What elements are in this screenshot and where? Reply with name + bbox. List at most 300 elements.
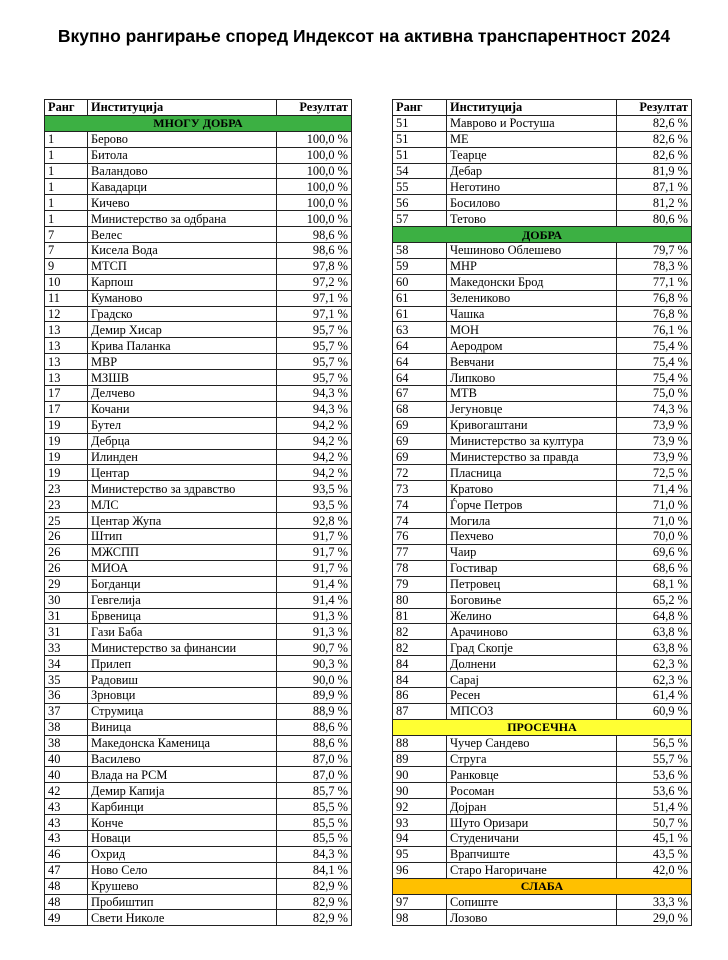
institution-cell: Богданци — [88, 576, 277, 592]
institution-cell: МНР — [447, 258, 617, 274]
result-cell: 91,4 % — [277, 592, 352, 608]
result-cell: 94,2 % — [277, 465, 352, 481]
rank-cell: 7 — [45, 243, 88, 259]
table-row — [393, 894, 692, 910]
result-cell: 81,2 % — [617, 195, 692, 211]
rank-cell: 84 — [393, 672, 447, 688]
category-label: МНОГУ ДОБРА — [45, 115, 352, 131]
result-cell: 94,2 % — [277, 417, 352, 433]
table-row — [393, 687, 692, 703]
table-row — [45, 258, 352, 274]
institution-cell: МВР — [88, 354, 277, 370]
table-row — [393, 767, 692, 783]
table-row — [393, 497, 692, 513]
rank-cell: 92 — [393, 799, 447, 815]
result-cell: 100,0 % — [277, 195, 352, 211]
institution-cell: Делчево — [88, 386, 277, 402]
institution-cell: Кавадарци — [88, 179, 277, 195]
table-row — [393, 131, 692, 147]
result-cell: 70,0 % — [617, 529, 692, 545]
table-row — [393, 306, 692, 322]
rank-cell: 23 — [45, 481, 88, 497]
result-cell: 73,9 % — [617, 449, 692, 465]
table-row — [393, 322, 692, 338]
rank-cell: 34 — [45, 656, 88, 672]
table-row — [393, 846, 692, 862]
result-cell: 91,4 % — [277, 576, 352, 592]
table-row — [45, 767, 352, 783]
institution-cell: МТВ — [447, 386, 617, 402]
rank-cell: 86 — [393, 687, 447, 703]
table-row — [45, 703, 352, 719]
table-row — [393, 672, 692, 688]
table-row — [45, 449, 352, 465]
result-cell: 79,7 % — [617, 243, 692, 259]
table-row — [393, 195, 692, 211]
rank-cell: 58 — [393, 243, 447, 259]
table-row — [393, 560, 692, 576]
rank-cell: 11 — [45, 290, 88, 306]
rank-cell: 73 — [393, 481, 447, 497]
institution-cell: Кочани — [88, 401, 277, 417]
institution-cell: Шуто Оризари — [447, 815, 617, 831]
institution-cell: Министерство за здравство — [88, 481, 277, 497]
table-row — [45, 370, 352, 386]
result-cell: 69,6 % — [617, 544, 692, 560]
rank-cell: 95 — [393, 846, 447, 862]
rank-cell: 26 — [45, 544, 88, 560]
institution-cell: МОН — [447, 322, 617, 338]
rank-cell: 82 — [393, 624, 447, 640]
rank-cell: 1 — [45, 131, 88, 147]
result-cell: 91,7 % — [277, 529, 352, 545]
institution-cell: Лозово — [447, 910, 617, 926]
institution-cell: Аеродром — [447, 338, 617, 354]
institution-cell: Куманово — [88, 290, 277, 306]
institution-cell: МИОА — [88, 560, 277, 576]
institution-cell: Конче — [88, 815, 277, 831]
result-cell: 42,0 % — [617, 862, 692, 878]
table-row — [393, 529, 692, 545]
institution-cell: Студеничани — [447, 830, 617, 846]
rank-cell: 17 — [45, 386, 88, 402]
institution-cell: Македонски Брод — [447, 274, 617, 290]
institution-cell: Чашка — [447, 306, 617, 322]
result-cell: 65,2 % — [617, 592, 692, 608]
table-row — [45, 735, 352, 751]
institution-cell: Кисела Вода — [88, 243, 277, 259]
result-cell: 91,3 % — [277, 608, 352, 624]
table-row — [45, 513, 352, 529]
institution-cell: Бутел — [88, 417, 277, 433]
table-row — [45, 783, 352, 799]
institution-cell: Врапчиште — [447, 846, 617, 862]
result-cell: 68,6 % — [617, 560, 692, 576]
ranking-table-right — [392, 99, 692, 926]
result-cell: 80,6 % — [617, 211, 692, 227]
table-row — [393, 862, 692, 878]
result-cell: 76,8 % — [617, 306, 692, 322]
table-row — [393, 703, 692, 719]
rank-cell: 82 — [393, 640, 447, 656]
table-row — [45, 640, 352, 656]
rank-cell: 1 — [45, 147, 88, 163]
table-row — [45, 354, 352, 370]
rank-cell: 72 — [393, 465, 447, 481]
table-row — [45, 322, 352, 338]
institution-cell: Министерство за финансии — [88, 640, 277, 656]
rank-cell: 35 — [45, 672, 88, 688]
institution-cell: Министерство за култура — [447, 433, 617, 449]
rank-cell: 59 — [393, 258, 447, 274]
result-cell: 74,3 % — [617, 401, 692, 417]
category-label: ПРОСЕЧНА — [393, 719, 692, 735]
institution-cell: Демир Хисар — [88, 322, 277, 338]
institution-cell: Кичево — [88, 195, 277, 211]
result-cell: 94,3 % — [277, 401, 352, 417]
institution-cell: Босилово — [447, 195, 617, 211]
institution-cell: Струга — [447, 751, 617, 767]
table-row — [393, 815, 692, 831]
rank-cell: 33 — [45, 640, 88, 656]
rank-cell: 37 — [45, 703, 88, 719]
institution-cell: Ѓорче Петров — [447, 497, 617, 513]
table-row — [393, 592, 692, 608]
rank-cell: 12 — [45, 306, 88, 322]
institution-cell: МЖСПП — [88, 544, 277, 560]
header-rank: Ранг — [393, 100, 447, 116]
result-cell: 82,9 % — [277, 910, 352, 926]
rank-cell: 97 — [393, 894, 447, 910]
result-cell: 97,1 % — [277, 306, 352, 322]
category-row — [393, 878, 692, 894]
institution-cell: Боговиње — [447, 592, 617, 608]
institution-cell: МТСП — [88, 258, 277, 274]
table-row — [393, 354, 692, 370]
rank-cell: 64 — [393, 338, 447, 354]
table-row — [45, 719, 352, 735]
rank-cell: 19 — [45, 465, 88, 481]
institution-cell: Липково — [447, 370, 617, 386]
result-cell: 53,6 % — [617, 783, 692, 799]
table-row — [45, 656, 352, 672]
result-cell: 91,7 % — [277, 544, 352, 560]
table-row — [393, 624, 692, 640]
result-cell: 73,9 % — [617, 433, 692, 449]
rank-cell: 23 — [45, 497, 88, 513]
institution-cell: Тетово — [447, 211, 617, 227]
result-cell: 73,9 % — [617, 417, 692, 433]
rank-cell: 48 — [45, 878, 88, 894]
table-row — [393, 608, 692, 624]
institution-cell: Дојран — [447, 799, 617, 815]
result-cell: 92,8 % — [277, 513, 352, 529]
result-cell: 84,1 % — [277, 862, 352, 878]
rank-cell: 43 — [45, 830, 88, 846]
institution-cell: Охрид — [88, 846, 277, 862]
institution-cell: Кратово — [447, 481, 617, 497]
institution-cell: Ранковце — [447, 767, 617, 783]
rank-cell: 78 — [393, 560, 447, 576]
rank-cell: 77 — [393, 544, 447, 560]
result-cell: 75,4 % — [617, 370, 692, 386]
result-cell: 75,4 % — [617, 354, 692, 370]
rank-cell: 19 — [45, 417, 88, 433]
institution-cell: Долнени — [447, 656, 617, 672]
institution-cell: Пласница — [447, 465, 617, 481]
rank-cell: 69 — [393, 449, 447, 465]
rank-cell: 56 — [393, 195, 447, 211]
institution-cell: Пробиштип — [88, 894, 277, 910]
result-cell: 63,8 % — [617, 624, 692, 640]
institution-cell: Центар — [88, 465, 277, 481]
rank-cell: 48 — [45, 894, 88, 910]
institution-cell: Петровец — [447, 576, 617, 592]
institution-cell: Струмица — [88, 703, 277, 719]
rank-cell: 43 — [45, 815, 88, 831]
result-cell: 88,6 % — [277, 735, 352, 751]
table-row — [393, 258, 692, 274]
result-cell: 93,5 % — [277, 481, 352, 497]
result-cell: 33,3 % — [617, 894, 692, 910]
rank-cell: 55 — [393, 179, 447, 195]
table-row — [393, 115, 692, 131]
result-cell: 84,3 % — [277, 846, 352, 862]
result-cell: 85,5 % — [277, 799, 352, 815]
result-cell: 63,8 % — [617, 640, 692, 656]
rank-cell: 57 — [393, 211, 447, 227]
table-row — [45, 878, 352, 894]
table-row — [393, 386, 692, 402]
result-cell: 71,4 % — [617, 481, 692, 497]
institution-cell: Могила — [447, 513, 617, 529]
table-row — [45, 608, 352, 624]
result-cell: 95,7 % — [277, 322, 352, 338]
rank-cell: 94 — [393, 830, 447, 846]
table-row — [45, 417, 352, 433]
rank-cell: 63 — [393, 322, 447, 338]
institution-cell: Штип — [88, 529, 277, 545]
result-cell: 87,1 % — [617, 179, 692, 195]
institution-cell: Прилеп — [88, 656, 277, 672]
result-cell: 97,8 % — [277, 258, 352, 274]
rank-cell: 96 — [393, 862, 447, 878]
table-row — [393, 433, 692, 449]
institution-cell: Желино — [447, 608, 617, 624]
category-label: ДОБРА — [393, 227, 692, 243]
institution-cell: МЛС — [88, 497, 277, 513]
result-cell: 94,2 % — [277, 433, 352, 449]
institution-cell: Радовиш — [88, 672, 277, 688]
rank-cell: 13 — [45, 370, 88, 386]
result-cell: 100,0 % — [277, 147, 352, 163]
rank-cell: 47 — [45, 862, 88, 878]
rank-cell: 43 — [45, 799, 88, 815]
rank-cell: 40 — [45, 767, 88, 783]
rank-cell: 26 — [45, 529, 88, 545]
rank-cell: 88 — [393, 735, 447, 751]
result-cell: 82,6 % — [617, 131, 692, 147]
result-cell: 82,6 % — [617, 147, 692, 163]
rank-cell: 49 — [45, 910, 88, 926]
rank-cell: 54 — [393, 163, 447, 179]
result-cell: 71,0 % — [617, 513, 692, 529]
table-row — [393, 401, 692, 417]
institution-cell: Гостивар — [447, 560, 617, 576]
table-row — [393, 338, 692, 354]
rank-cell: 7 — [45, 227, 88, 243]
table-row — [393, 449, 692, 465]
rank-cell: 51 — [393, 147, 447, 163]
rank-cell: 17 — [45, 401, 88, 417]
result-cell: 88,6 % — [277, 719, 352, 735]
result-cell: 75,0 % — [617, 386, 692, 402]
rank-cell: 36 — [45, 687, 88, 703]
result-cell: 82,6 % — [617, 115, 692, 131]
rank-cell: 93 — [393, 815, 447, 831]
institution-cell: Центар Жупа — [88, 513, 277, 529]
rank-cell: 25 — [45, 513, 88, 529]
institution-cell: МПСОЗ — [447, 703, 617, 719]
result-cell: 51,4 % — [617, 799, 692, 815]
rank-cell: 64 — [393, 354, 447, 370]
result-cell: 95,7 % — [277, 338, 352, 354]
result-cell: 82,9 % — [277, 894, 352, 910]
table-row — [393, 147, 692, 163]
rank-cell: 31 — [45, 624, 88, 640]
table-row — [393, 290, 692, 306]
result-cell: 50,7 % — [617, 815, 692, 831]
table-row — [45, 147, 352, 163]
rank-cell: 9 — [45, 258, 88, 274]
table-row — [45, 560, 352, 576]
institution-cell: Чешиново Облешево — [447, 243, 617, 259]
rank-cell: 1 — [45, 211, 88, 227]
institution-cell: Валандово — [88, 163, 277, 179]
rank-cell: 68 — [393, 401, 447, 417]
rank-cell: 79 — [393, 576, 447, 592]
institution-cell: Сарај — [447, 672, 617, 688]
table-row — [45, 894, 352, 910]
rank-cell: 31 — [45, 608, 88, 624]
result-cell: 87,0 % — [277, 767, 352, 783]
result-cell: 85,7 % — [277, 783, 352, 799]
result-cell: 62,3 % — [617, 672, 692, 688]
rank-cell: 19 — [45, 449, 88, 465]
institution-cell: Новаци — [88, 830, 277, 846]
result-cell: 97,2 % — [277, 274, 352, 290]
table-row — [45, 243, 352, 259]
rank-cell: 19 — [45, 433, 88, 449]
result-cell: 85,5 % — [277, 815, 352, 831]
table-row — [45, 433, 352, 449]
institution-cell: Вевчани — [447, 354, 617, 370]
rank-cell: 13 — [45, 354, 88, 370]
rank-cell: 46 — [45, 846, 88, 862]
institution-cell: Гевгелија — [88, 592, 277, 608]
header-result: Резултат — [277, 100, 352, 116]
category-row — [393, 719, 692, 735]
institution-cell: Карбинци — [88, 799, 277, 815]
rank-cell: 51 — [393, 131, 447, 147]
institution-cell: Ново Село — [88, 862, 277, 878]
table-row — [45, 846, 352, 862]
institution-cell: Град Скопје — [447, 640, 617, 656]
result-cell: 93,5 % — [277, 497, 352, 513]
table-row — [393, 751, 692, 767]
result-cell: 98,6 % — [277, 227, 352, 243]
result-cell: 75,4 % — [617, 338, 692, 354]
rank-cell: 40 — [45, 751, 88, 767]
table-row — [45, 529, 352, 545]
table-row — [45, 815, 352, 831]
table-row — [45, 163, 352, 179]
table-row — [393, 481, 692, 497]
table-row — [393, 274, 692, 290]
table-row — [45, 544, 352, 560]
table-row — [45, 862, 352, 878]
result-cell: 100,0 % — [277, 163, 352, 179]
table-row — [45, 227, 352, 243]
institution-cell: Василево — [88, 751, 277, 767]
table-row — [393, 576, 692, 592]
table-row — [393, 513, 692, 529]
table-row — [45, 687, 352, 703]
institution-cell: Јегуновце — [447, 401, 617, 417]
category-row — [45, 115, 352, 131]
table-row — [393, 783, 692, 799]
ranking-table-left — [44, 99, 352, 926]
table-row — [45, 751, 352, 767]
table-row — [45, 830, 352, 846]
institution-cell: Чучер Сандево — [447, 735, 617, 751]
institution-cell: Битола — [88, 147, 277, 163]
result-cell: 100,0 % — [277, 179, 352, 195]
rank-cell: 67 — [393, 386, 447, 402]
rank-cell: 26 — [45, 560, 88, 576]
institution-cell: Министерство за правда — [447, 449, 617, 465]
institution-cell: МЕ — [447, 131, 617, 147]
institution-cell: Градско — [88, 306, 277, 322]
table-row — [393, 656, 692, 672]
result-cell: 76,8 % — [617, 290, 692, 306]
institution-cell: Брвеница — [88, 608, 277, 624]
result-cell: 90,7 % — [277, 640, 352, 656]
rank-cell: 74 — [393, 497, 447, 513]
category-label: СЛАБА — [393, 878, 692, 894]
table-row — [45, 465, 352, 481]
result-cell: 95,7 % — [277, 370, 352, 386]
result-cell: 64,8 % — [617, 608, 692, 624]
result-cell: 90,3 % — [277, 656, 352, 672]
result-cell: 78,3 % — [617, 258, 692, 274]
rank-cell: 90 — [393, 783, 447, 799]
result-cell: 91,7 % — [277, 560, 352, 576]
rank-cell: 38 — [45, 735, 88, 751]
institution-cell: Дебар — [447, 163, 617, 179]
institution-cell: Зрновци — [88, 687, 277, 703]
rank-cell: 13 — [45, 338, 88, 354]
institution-cell: Берово — [88, 131, 277, 147]
table-row — [393, 179, 692, 195]
rank-cell: 69 — [393, 433, 447, 449]
table-row — [45, 290, 352, 306]
table-row — [45, 592, 352, 608]
institution-cell: Теарце — [447, 147, 617, 163]
table-row — [45, 131, 352, 147]
table-row — [393, 910, 692, 926]
rank-cell: 30 — [45, 592, 88, 608]
